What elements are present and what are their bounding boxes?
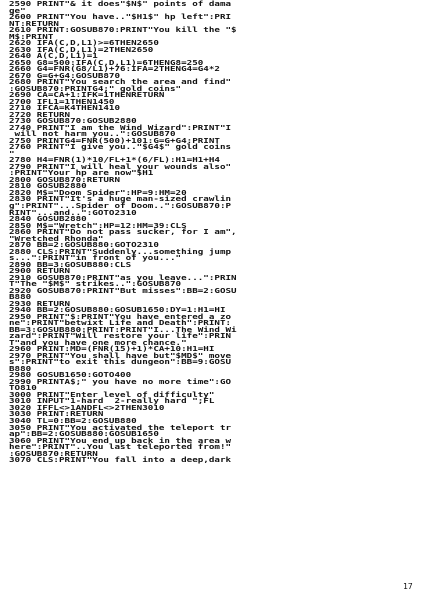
code-line: s...":PRINT"in front of you...": [9, 253, 182, 263]
code-line: 2780 H4=FNR(1)*10/FL+1*(6/FL):H1=H1+H4: [9, 156, 220, 165]
code-line: 2830 PRINT"It's a huge man-sized crawlin: [9, 195, 232, 204]
code-line: T"The "$M$" strikes..":GOSUB870: [9, 279, 182, 289]
code-line: 2960 PRINT:MD=(FNR(15)+1)*CA+10:H1=HI: [9, 344, 215, 354]
code-line: 2610 PRINT:GOSUB870:PRINT"You kill the "$: [9, 25, 237, 35]
code-line: 2730 GOSUB870:GOSUB2880: [9, 116, 137, 126]
code-line: 2820 M$="Doom Spider":HP=9:HM=20: [9, 188, 187, 198]
code-line: 2700 IFL1=1THEN1450: [9, 97, 115, 106]
code-line: s":PRINT"to exit this dungeon":BB=9:GOSU: [9, 358, 232, 367]
code-line: 2940 BB=2:GOSUB880:GOSUB1650:DY=1:H1=HI: [9, 305, 226, 315]
code-line: 2850 M$="Wretch":HP=12:HM=39:CLS: [9, 221, 187, 230]
code-line: 2720 RETURN: [9, 110, 71, 120]
code-line: M$:PRINT: [9, 32, 54, 41]
code-line: 3070 CLS:PRINT"You fall into a deep,dark: [9, 455, 232, 465]
code-line: 3010 INPUT"1-hard 2-really hard ";FL: [9, 397, 215, 406]
code-line: will not harm you..":GOSUB870: [9, 129, 176, 139]
code-line: 2880 CLS:PRINT"Suddenly...something jump: [9, 247, 232, 256]
page-number: 17: [403, 582, 413, 591]
code-line: 2740 PRINT"I am the Wind Wizard":PRINT"I: [9, 123, 232, 133]
code-line: 2590 PRINT"& it does"$N$" points of dama: [9, 0, 232, 9]
code-line: 2930 RETURN: [9, 299, 71, 308]
code-line: RINT"...and..":GOTO2310: [9, 208, 137, 217]
code-line: 2810 GOSUB2880: [9, 182, 87, 191]
code-line: 2920 GOSUB870:PRINT"But misses":BB=2:GOSU: [9, 286, 237, 295]
code-line: TO810: [9, 384, 37, 393]
code-line: ": [9, 149, 15, 159]
code-line: 2800 GOSUB870:RETURN: [9, 175, 121, 185]
code-line: 3040 TL=0:BB=2:GOSUB880: [9, 416, 137, 426]
code-line: :GOSUB870:PRINTG4;" gold coins": [9, 84, 182, 93]
code-line: 2980 GOSUB1650:GOTO400: [9, 371, 132, 380]
code-line: 2840 GOSUB2880: [9, 214, 87, 224]
code-line: 2890 BB=3:GOSUB880:CLS: [9, 260, 132, 269]
code-line: zard":PRINT"Will restore your life":PRIN: [9, 331, 232, 341]
code-line: BB=3:GOSUB880:PRINT:PRINT"I...The Wind Wi: [9, 325, 237, 335]
code-line: ap":BB=2:GOSUB880:GOSUB1650: [9, 429, 159, 439]
code-line: T"and you have one more chance.": [9, 338, 187, 348]
code-line: B880: [9, 292, 32, 302]
code-line: ge": [9, 6, 26, 15]
code-line: here":PRINT"..You last teleported from!": [9, 442, 232, 452]
code-line: "Wretched Rhonda": [9, 234, 104, 243]
code-line: NT:RETURN: [9, 19, 59, 28]
code-line: 3020 IFFL<>1ANDFL<>2THEN3010: [9, 403, 165, 413]
code-line: 2690 CA=CA+1:IFK=1THENRETURN: [9, 90, 165, 100]
code-line: 2750 PRINTG4=FNR(500)+101:G=G+G4:PRINT: [9, 136, 220, 146]
code-line: 2910 GOSUB870:PRINT"as you leave...":PRIN: [9, 273, 237, 282]
code-line: 2790 PRINT"I will heal your wounds also": [9, 162, 232, 172]
code-line: 2650 G8=500:IFA(C,D,L1)=6THENG8=250: [9, 58, 204, 67]
code-line: 3000 PRINT"Enter level of difficulty": [9, 390, 215, 400]
code-line: ne":PRINT"betwixt Life and Death":PRINT:: [9, 318, 232, 328]
code-line: 2640 A(C,D,L1)=1: [9, 51, 98, 61]
code-line: 2870 BB=2:GOSUB880:GOTO2310: [9, 240, 159, 250]
code-line: 2680 PRINT"You search the area and find": [9, 77, 232, 87]
code-line: :GOSUB870:RETURN: [9, 449, 98, 458]
code-line: 2630 IFA(C,D,L1)=2THEN2650: [9, 45, 154, 54]
code-line: B880: [9, 364, 32, 374]
code-line: 2950 PRINT"$:PRINT"You have entered a zo: [9, 312, 232, 321]
code-line: 3050 PRINT"You activated the teleport tr: [9, 423, 232, 432]
code-line: 2600 PRINT"You have.."$H1$" hp left":PRI: [9, 12, 232, 22]
code-line: 2990 PRINTA$;" you have no more time":GO: [9, 377, 232, 387]
code-line: 3030 PRINT:RETURN: [9, 410, 104, 419]
code-line: g":PRINT"...Spider of Doom..":GOSUB870:P: [9, 201, 232, 211]
code-line: 3060 PRINT"You end up back in the area w: [9, 436, 232, 445]
code-line: 2760 PRINT"I give you.."$G4$" gold coins: [9, 143, 232, 152]
code-line: 2660 G4=FNR(G8/L1)+76:IFA=2THENG4=G4*2: [9, 64, 220, 74]
code-line: 2620 IFA(C,D,L1)>=6THEN2650: [9, 38, 159, 48]
code-line: 2900 RETURN: [9, 266, 71, 276]
code-line: 2670 G=G+G4:GOSUB870: [9, 71, 121, 80]
code-line: 2970 PRINT"You shall have but"$MD$" move: [9, 351, 232, 361]
code-line: :PRINT"Your hp are now"$H1: [9, 169, 154, 178]
code-line: 2860 PRINT"Do not pass sucker, for I am",: [9, 227, 237, 237]
program-listing: [9, 2, 417, 465]
code-line: 2710 IFCA=K4THEN1410: [9, 103, 121, 113]
